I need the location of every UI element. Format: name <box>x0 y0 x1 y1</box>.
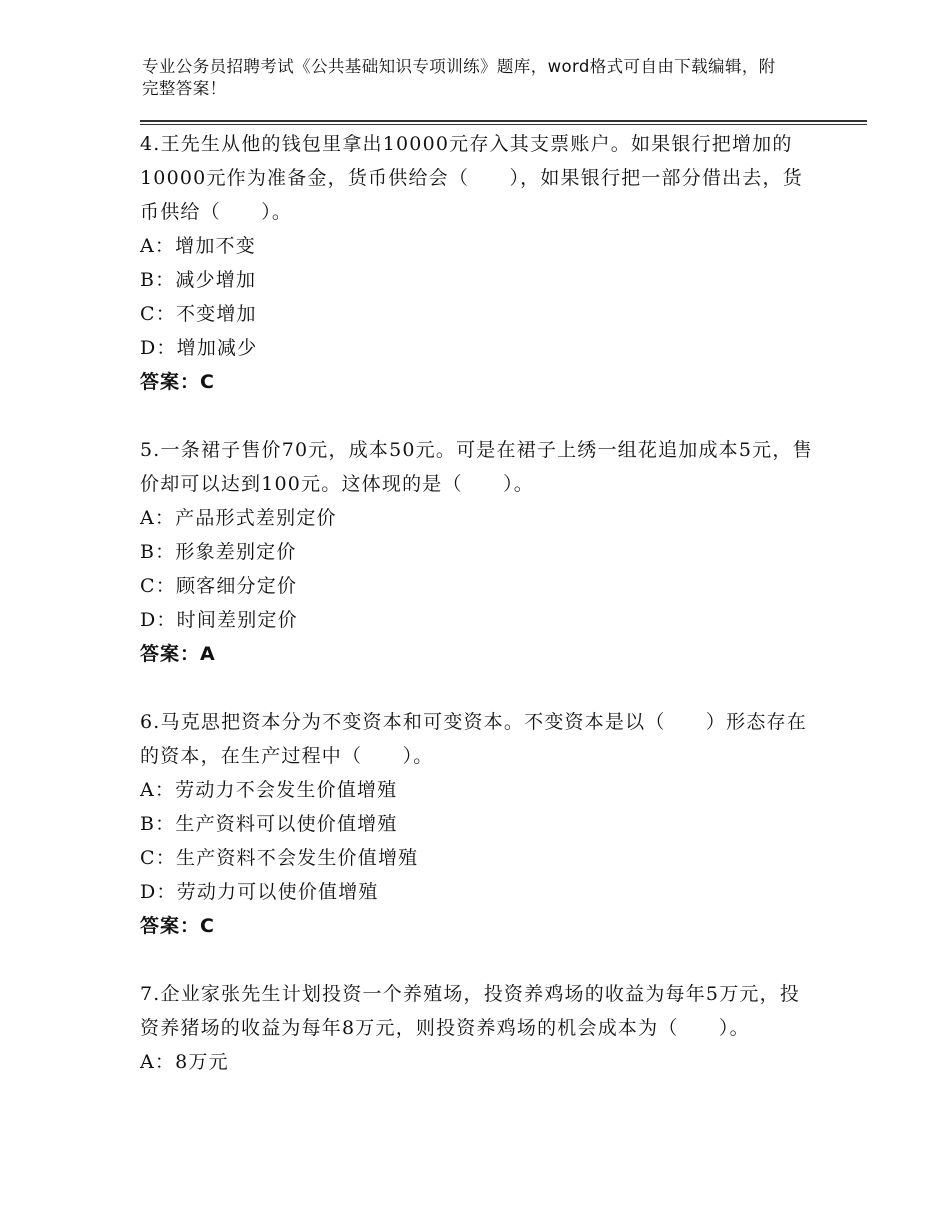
answer-label: 答案： <box>140 371 201 393</box>
answer-line <box>140 637 820 671</box>
option-b: B：生产资料可以使价值增殖 <box>140 813 398 835</box>
answer-line <box>140 909 820 943</box>
question-text: 6.马克思把资本分为不变资本和可变资本。不变资本是以（ ）形态存在的资本，在生产过程中（ ）。 <box>140 711 807 767</box>
question-text: 5.一条裙子售价70元，成本50元。可是在裙子上绣一组花追加成本5元，售价却可以达到100元。这体现的是（ ）。 <box>140 439 813 495</box>
option-c: C：生产资料不会发生价值增殖 <box>140 847 419 869</box>
question-4 <box>140 127 820 399</box>
question-list <box>140 127 820 1113</box>
question-5 <box>140 433 820 671</box>
question-7 <box>140 977 820 1079</box>
option-d: D：时间差别定价 <box>140 609 298 631</box>
option-d: D：劳动力可以使价值增殖 <box>140 881 379 903</box>
option-a: A：产品形式差别定价 <box>140 507 337 529</box>
answer-line <box>140 365 820 399</box>
answer-value: C <box>200 915 215 937</box>
header-rule-thick <box>140 120 867 122</box>
header-rule-thin <box>140 124 867 125</box>
answer-value: C <box>200 371 215 393</box>
question-6 <box>140 705 820 943</box>
question-text: 7.企业家张先生计划投资一个养殖场，投资养鸡场的收益为每年5万元，投资养猪场的收益为每年8万元，则投资养鸡场的机会成本为（ ）。 <box>140 983 801 1039</box>
question-text: 4.王先生从他的钱包里拿出10000元存入其支票账户。如果银行把增加的10000元作为准备金，货币供给会（ ），如果银行把一部分借出去，货币供给（ ）。 <box>140 133 803 223</box>
option-b: B：减少增加 <box>140 269 257 291</box>
page-header: 专业公务员招聘考试《公共基础知识专项训练》题库，word格式可自由下载编辑，附完整答案！ <box>142 57 776 98</box>
answer-label: 答案： <box>140 643 201 665</box>
option-c: C：不变增加 <box>140 303 257 325</box>
option-a: A：增加不变 <box>140 235 256 257</box>
answer-label: 答案： <box>140 915 201 937</box>
option-b: B：形象差别定价 <box>140 541 297 563</box>
option-a: A：劳动力不会发生价值增殖 <box>140 779 398 801</box>
option-d: D：增加减少 <box>140 337 258 359</box>
option-c: C：顾客细分定价 <box>140 575 298 597</box>
answer-value: A <box>200 643 216 665</box>
option-a: A：8万元 <box>140 1051 229 1073</box>
